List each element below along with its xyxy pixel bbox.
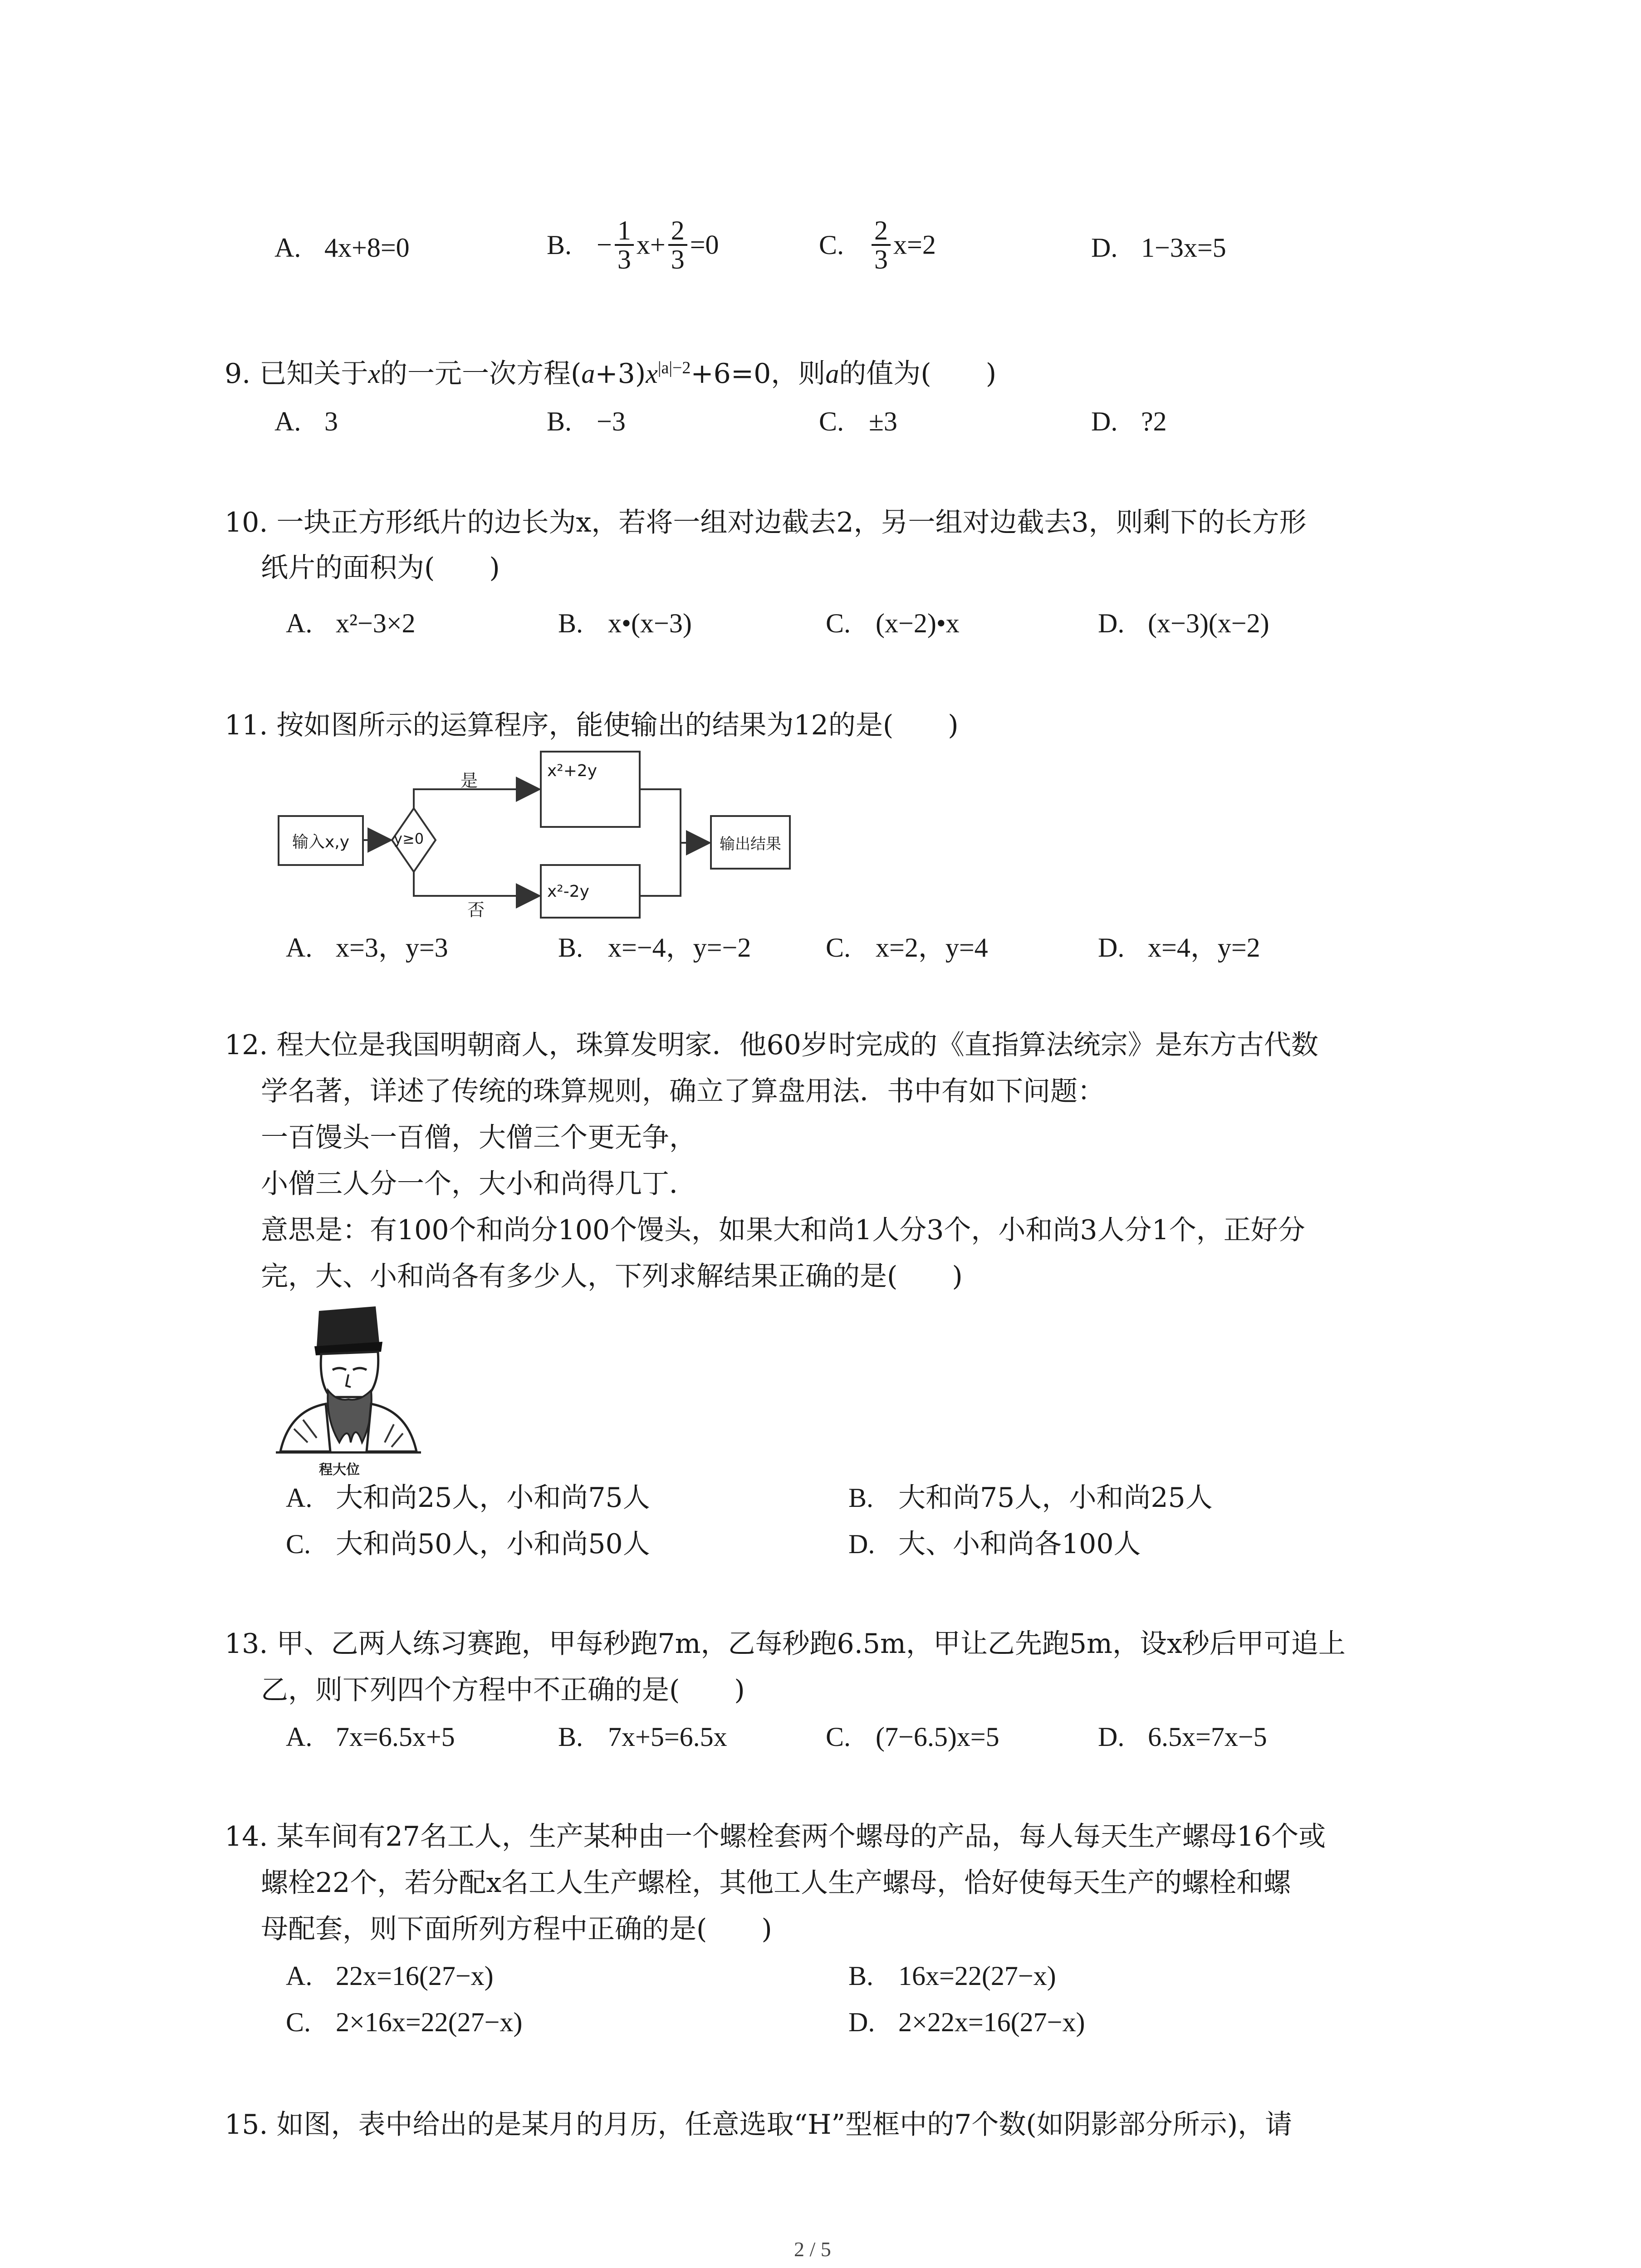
q14-line-1: 14. 某车间有27名工人，生产某种由一个螺栓套两个螺母的产品，每人每天生产螺母16个或: [225, 1821, 1326, 1853]
q12-line-5: 意思是：有100个和尚分100个馒头，如果大和尚1人分3个，小和尚3人分1个，正好分: [261, 1214, 1305, 1246]
flow-output-box: 输出结果: [710, 815, 791, 870]
portrait-sketch: [276, 1306, 421, 1456]
q13-option-a: A. 7x=6.5x+5: [286, 1722, 455, 1752]
q8-option-a: A. 4x+8=0: [274, 233, 410, 263]
q9-stem: 9. 已知关于x的一元一次方程$(a+3)x^{|a|-2}+6=0$，则a的值为( ): [225, 358, 997, 390]
q12-line-1: 12. 程大位是我国明朝商人，珠算发明家．他60岁时完成的《直指算法统宗》是东方古代数: [225, 1029, 1318, 1061]
q12-option-c: C. 大和尚50人，小和尚50人: [286, 1528, 650, 1560]
q13-line-1: 13. 甲、乙两人练习赛跑，甲每秒跑7m，乙每秒跑6.5m，甲让乙先跑5m，设x秒后甲可追上: [225, 1628, 1346, 1660]
flow-no-label: 否: [467, 900, 485, 920]
q10-option-d: D. (x−3)(x−2): [1098, 608, 1269, 638]
fraction: $\frac{1}{3}$: [615, 217, 634, 273]
arrow-no-branch: [414, 872, 538, 896]
flow-yes-label: 是: [460, 771, 478, 791]
q12-line-2: 学名著，详述了传统的珠算规则，确立了算盘用法．书中有如下问题：: [261, 1075, 1105, 1107]
q10-line-1: 10. 一块正方形纸片的边长为x，若将一组对边截去2，另一组对边截去3，则剩下的长方形: [225, 507, 1307, 538]
page-number: 2 / 5: [794, 2238, 831, 2261]
q14-option-d: D. 2×22x=16(27−x): [848, 2007, 1085, 2037]
q12-line-4: 小僧三人分一个，大小和尚得几丁．: [261, 1168, 696, 1200]
flow-bottom-box: x²-2y: [540, 864, 641, 919]
q9-option-c: C. ±3: [819, 406, 897, 436]
q15-line-1: 15. 如图，表中给出的是某月的月历，任意选取“H”型框中的7个数(如阴影部分所示)，请: [225, 2109, 1293, 2141]
q12-option-d: D. 大、小和尚各100人: [848, 1528, 1141, 1560]
q13-line-2: 乙，则下列四个方程中不正确的是( ): [261, 1674, 745, 1706]
q12-option-b: B. 大和尚75人，小和尚25人: [848, 1482, 1213, 1514]
q9-option-d: D. ?2: [1091, 406, 1167, 436]
q14-line-2: 螺栓22个，若分配x名工人生产螺栓，其他工人生产螺母，恰好使每天生产的螺栓和螺: [261, 1867, 1291, 1899]
merge-lines: [640, 789, 681, 896]
q13-option-d: D. 6.5x=7x−5: [1098, 1722, 1267, 1752]
portrait-illustration: [276, 1306, 421, 1478]
q9-option-a: A. 3: [274, 406, 338, 436]
q8-option-c: C. $\frac{2}{3}$ x=2: [819, 215, 936, 274]
fraction: $\frac{2}{3}$: [872, 217, 891, 273]
q13-option-b: B. 7x+5=6.5x: [558, 1722, 727, 1752]
flow-top-box: x²+2y: [540, 751, 641, 828]
flowchart-connectors: [0, 0, 1641, 953]
q14-line-3: 母配套，则下面所列方程中正确的是( ): [261, 1913, 772, 1945]
q12-line-6: 完，大、小和尚各有多少人，下列求解结果正确的是( ): [261, 1261, 963, 1292]
q11-option-d: D. x=4，y=2: [1098, 933, 1260, 963]
q10-option-b: B. x•(x−3): [558, 608, 692, 638]
arrow-yes-branch: [414, 789, 538, 808]
q10-option-c: C. (x−2)•x: [826, 608, 960, 638]
q9-option-b: B. −3: [547, 406, 626, 436]
q8-option-b: B. − $\frac{1}{3}$ x+ $\frac{2}{3}$ =0: [547, 215, 719, 274]
q12-option-a: A. 大和尚25人，小和尚75人: [286, 1482, 650, 1514]
q10-option-a: A. x²−3×2: [286, 608, 416, 638]
q11-option-b: B. x=−4，y=−2: [558, 933, 751, 963]
q11-option-a: A. x=3，y=3: [286, 933, 448, 963]
q10-line-2: 纸片的面积为( ): [261, 552, 500, 584]
flow-condition-label: y≥0: [394, 830, 424, 847]
portrait-caption: 程大位: [319, 1462, 360, 1478]
q11-option-c: C. x=2，y=4: [826, 933, 988, 963]
flow-input-box: 输入x,y: [278, 815, 364, 866]
q8-option-d: D. 1−3x=5: [1091, 233, 1226, 263]
q12-line-3: 一百馒头一百僧，大僧三个更无争，: [261, 1122, 696, 1154]
q13-option-c: C. (7−6.5)x=5: [826, 1722, 999, 1752]
q14-option-b: B. 16x=22(27−x): [848, 1961, 1056, 1991]
q11-stem: 11. 按如图所示的运算程序，能使输出的结果为12的是( ): [225, 709, 959, 741]
q14-option-c: C. 2×16x=22(27−x): [286, 2007, 523, 2037]
fraction: $\frac{2}{3}$: [668, 217, 687, 273]
q14-option-a: A. 22x=16(27−x): [286, 1961, 494, 1991]
